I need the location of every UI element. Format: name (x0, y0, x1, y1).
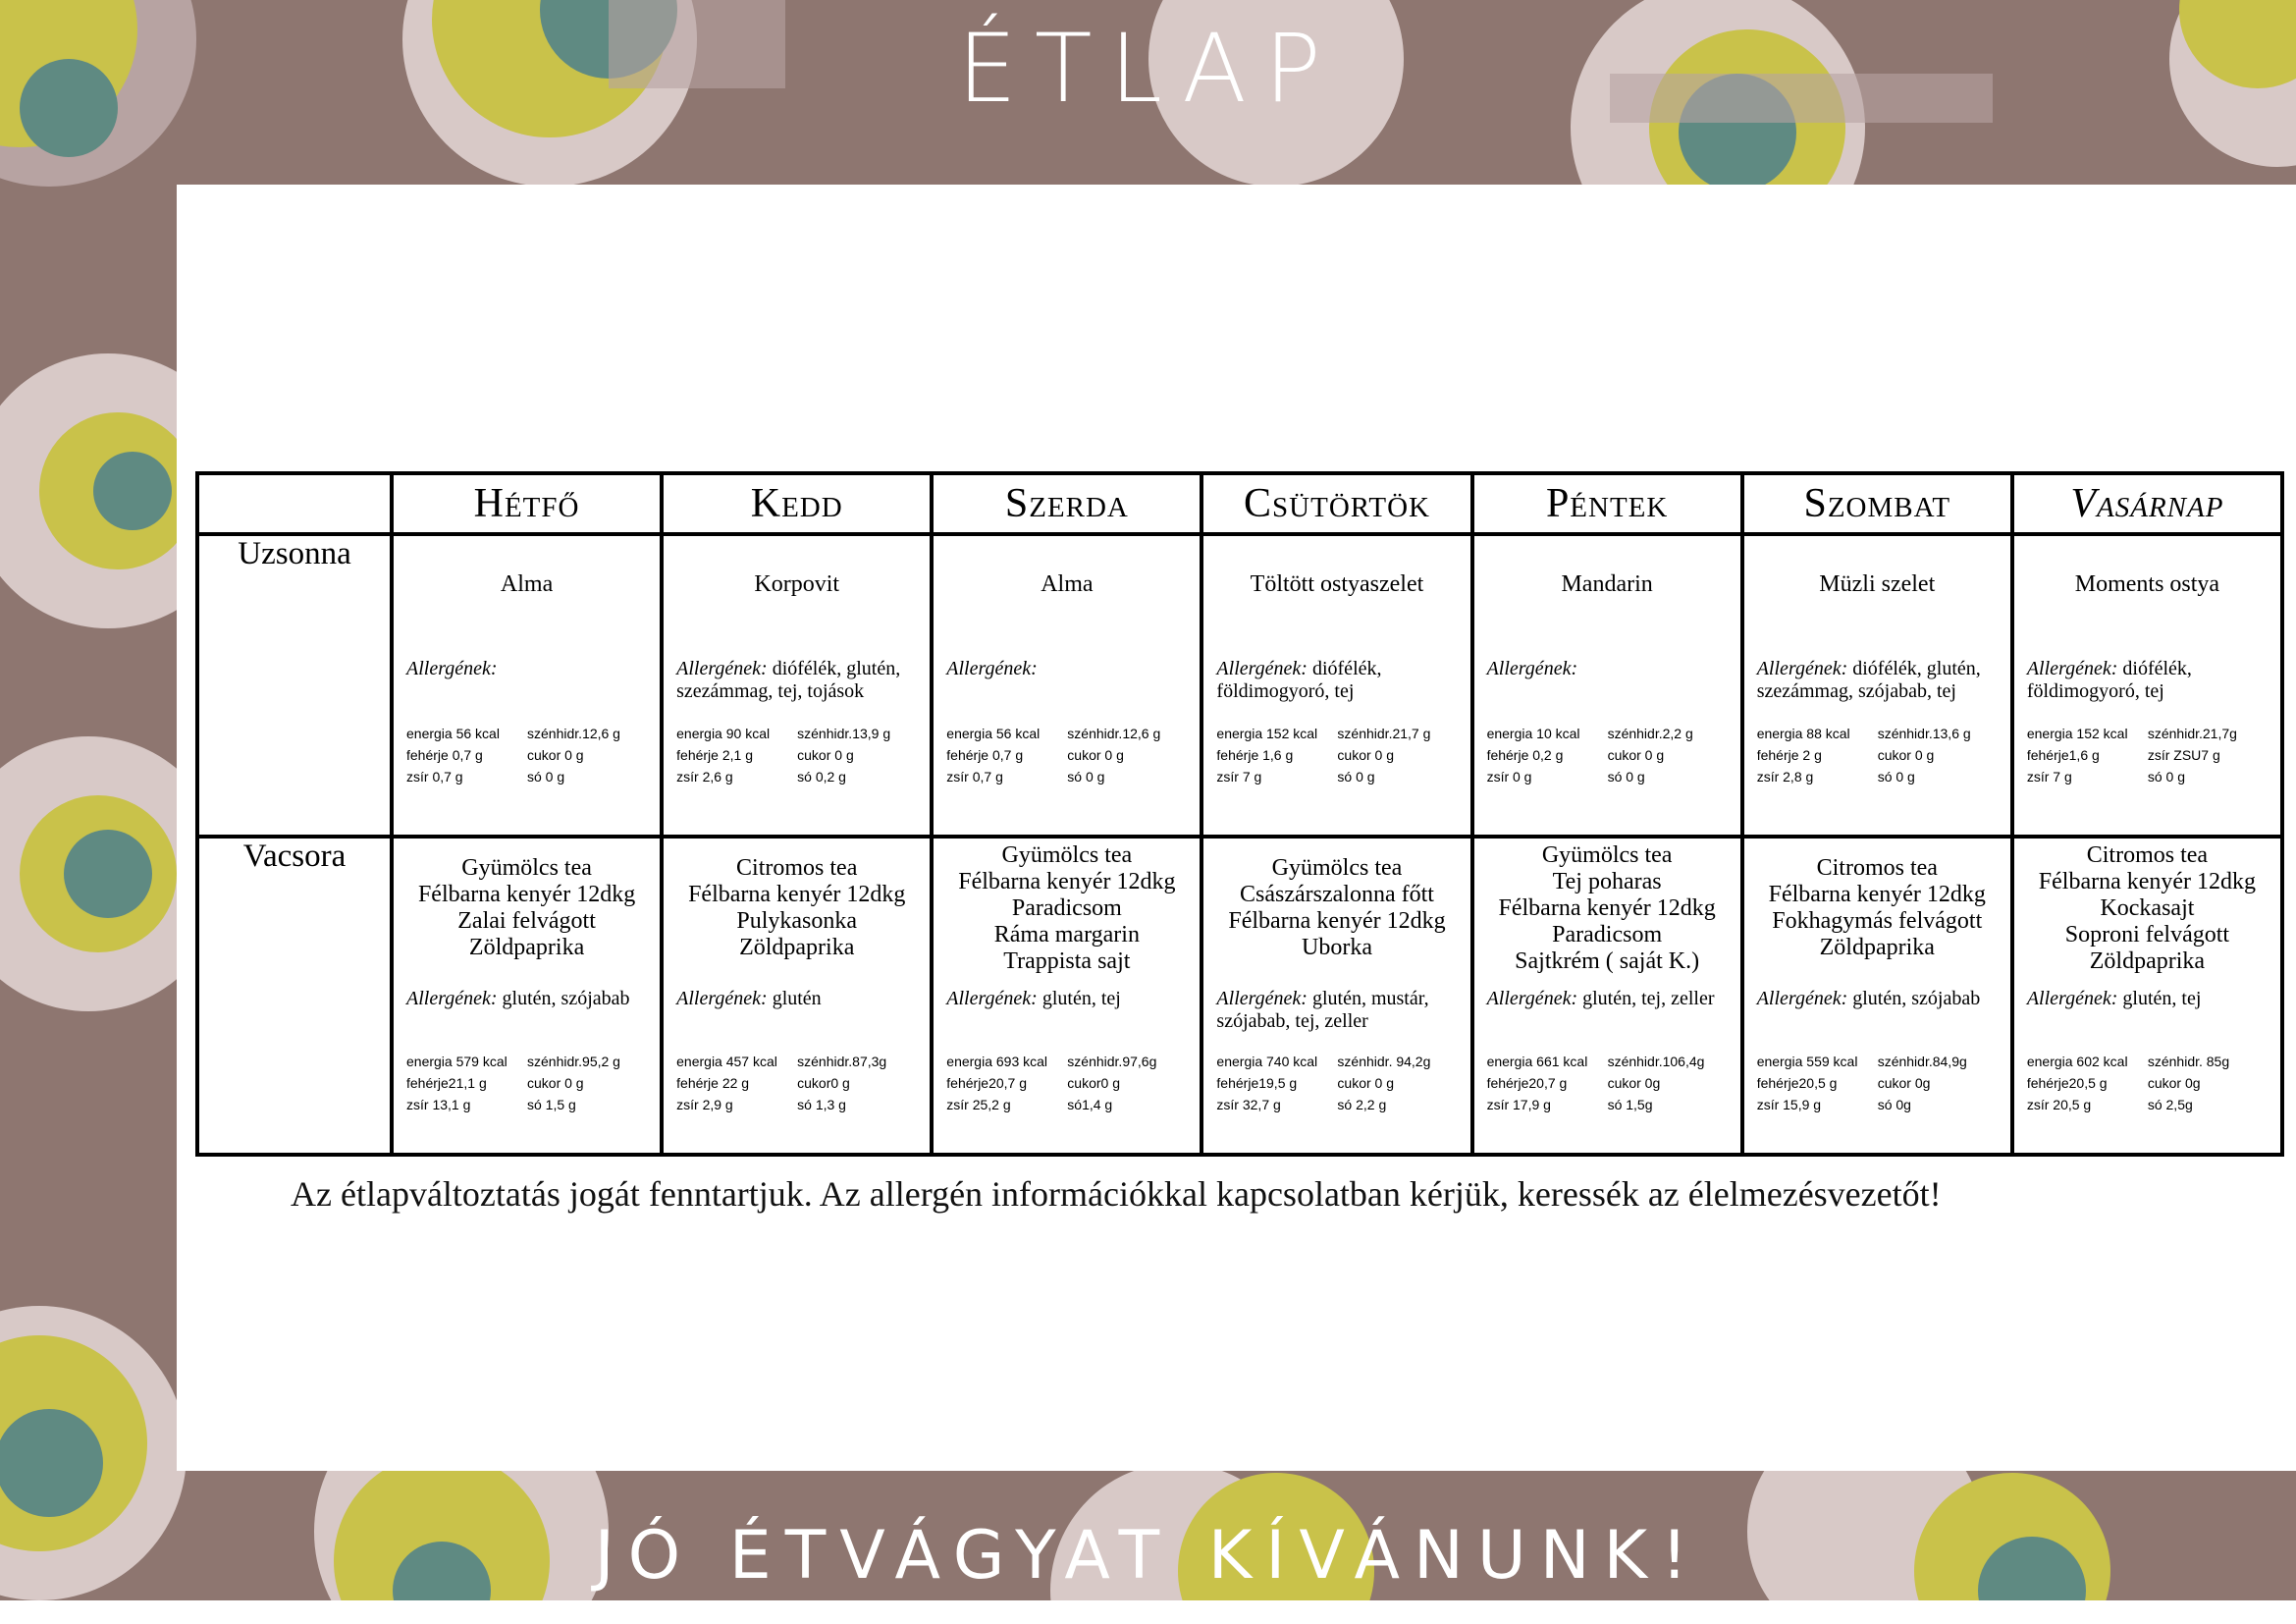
menu-cell (662, 837, 932, 1155)
nutrition-row (1216, 766, 1469, 787)
nutrition-value: energia 56 kcal (406, 726, 500, 741)
nutrition-row (1216, 1051, 1469, 1072)
allergen-info (394, 988, 660, 1043)
nutrition-row (946, 1072, 1200, 1094)
nutrition-value: szénhidr.84,9g (1877, 1054, 1967, 1069)
food-item: Félbarna kenyér 12dkg (1768, 882, 1986, 907)
allergen-label: Allergének: (1216, 658, 1308, 679)
nutrition-row (676, 1094, 930, 1115)
allergen-info (1203, 658, 1469, 715)
nutrition-value: fehérje20,7 g (1486, 1075, 1568, 1091)
nutrition-row (2027, 1094, 2280, 1115)
food-item: Gyümölcs tea (461, 855, 592, 881)
nutrition-row (676, 1072, 930, 1094)
menu-cell (2012, 534, 2282, 837)
nutrition-value: só 1,5 g (527, 1097, 576, 1112)
food-item: Gyümölcs tea (1271, 855, 1403, 881)
food-item: Töltött ostyaszelet (1250, 571, 1424, 597)
nutrition-row (406, 1094, 660, 1115)
nutrition-value: zsír 25,2 g (946, 1097, 1011, 1112)
allergen-label: Allergének: (406, 988, 498, 1009)
nutrition-value: energia 152 kcal (1216, 726, 1318, 741)
food-item: Mandarin (1561, 571, 1653, 597)
nutrition-value: só 2,5g (2147, 1097, 2193, 1112)
menu-cell (662, 534, 932, 837)
nutrition-value: fehérje1,6 g (2026, 747, 2100, 763)
nutrition-value: cukor 0 g (1607, 747, 1665, 763)
allergen-info (934, 988, 1200, 1043)
nutrition-value: cukor 0 g (527, 747, 584, 763)
nutrition-row (676, 1051, 930, 1072)
food-item: Zalai felvágott (457, 908, 596, 934)
nutrition-value: zsír 13,1 g (406, 1097, 471, 1112)
nutrition-value: cukor0 g (1067, 1075, 1120, 1091)
food-item: Gyümölcs tea (1001, 842, 1133, 868)
nutrition-row (676, 744, 930, 766)
nutrition-value: só 0 g (1337, 769, 1375, 785)
allergen-list: diófélék, glutén, szezámmag, tej, tojások (676, 658, 901, 702)
food-item: Soproni felvágott (2064, 922, 2230, 947)
nutrition-row (1487, 1051, 1740, 1072)
nutrition-value: szénhidr.21,7g (2147, 726, 2237, 741)
nutrition-value: fehérje19,5 g (1216, 1075, 1298, 1091)
nutrition-value: szénhidr. 85g (2147, 1054, 2230, 1069)
allergen-label: Allergének: (1756, 988, 1848, 1009)
food-item: Félbarna kenyér 12dkg (1228, 908, 1446, 934)
allergen-list: glutén, szójabab (1847, 988, 1981, 1009)
nutrition-row (1487, 723, 1740, 744)
nutrition-value: zsír 20,5 g (2026, 1097, 2092, 1112)
food-list (934, 839, 1200, 988)
nutrition-value: szénhidr.13,9 g (797, 726, 891, 741)
nutrition-value: szénhidr.13,6 g (1877, 726, 1971, 741)
nutrition-facts (2014, 1043, 2280, 1115)
food-item: Paradicsom (1552, 922, 1663, 947)
nutrition-value: szénhidr.12,6 g (527, 726, 620, 741)
nutrition-value: cukor 0 g (527, 1075, 584, 1091)
menu-table (195, 471, 2284, 1157)
day-header: Szombat (1742, 473, 2012, 534)
nutrition-facts (664, 1043, 930, 1115)
nutrition-value: szénhidr.95,2 g (527, 1054, 620, 1069)
nutrition-row (1216, 723, 1469, 744)
nutrition-value: fehérje20,7 g (946, 1075, 1028, 1091)
nutrition-facts (394, 1043, 660, 1115)
footer-title: JÓ ÉTVÁGYAT KÍVÁNUNK! (594, 1517, 1702, 1595)
day-header: Szerda (932, 473, 1201, 534)
nutrition-value: fehérje20,5 g (2026, 1075, 2108, 1091)
allergen-label: Allergének: (406, 658, 498, 679)
nutrition-value: energia 10 kcal (1486, 726, 1580, 741)
food-item: Zöldpaprika (468, 935, 585, 960)
food-list (1203, 839, 1469, 988)
nutrition-row (406, 1051, 660, 1072)
nutrition-value: zsír 0 g (1486, 769, 1532, 785)
nutrition-value: energia 559 kcal (1756, 1054, 1858, 1069)
allergen-label: Allergének: (1486, 988, 1578, 1009)
nutrition-facts (1744, 715, 2010, 787)
allergen-info (1744, 988, 2010, 1043)
food-item: Félbarna kenyér 12dkg (688, 882, 906, 907)
menu-cell (1742, 837, 2012, 1155)
nutrition-value: zsír 2,6 g (676, 769, 733, 785)
nutrition-value: fehérje 0,2 g (1486, 747, 1564, 763)
menu-cell (392, 837, 662, 1155)
nutrition-facts (1203, 1043, 1469, 1115)
nutrition-value: cukor 0 g (1337, 1075, 1395, 1091)
food-item: Gyümölcs tea (1541, 842, 1673, 868)
allergen-label: Allergének: (676, 988, 768, 1009)
nutrition-row (1487, 1072, 1740, 1094)
food-list (934, 536, 1200, 658)
nutrition-row (676, 723, 930, 744)
nutrition-row (1757, 766, 2010, 787)
nutrition-row (2027, 1072, 2280, 1094)
food-list (2014, 536, 2280, 658)
menu-cell (1742, 534, 2012, 837)
food-list (1474, 536, 1740, 658)
nutrition-facts (934, 715, 1200, 787)
nutrition-row (1487, 1094, 1740, 1115)
menu-cell (2012, 837, 2282, 1155)
menu-cell (1201, 837, 1471, 1155)
nutrition-value: cukor 0 g (1337, 747, 1395, 763)
allergen-info (1744, 658, 2010, 715)
allergen-info (664, 988, 930, 1043)
nutrition-value: fehérje 22 g (676, 1075, 750, 1091)
food-item: Alma (1041, 571, 1094, 597)
nutrition-value: só 1,3 g (797, 1097, 846, 1112)
food-list (2014, 839, 2280, 988)
nutrition-value: szénhidr.87,3g (797, 1054, 887, 1069)
food-item: Ráma margarin (993, 922, 1140, 947)
food-item: Uborka (1302, 935, 1372, 960)
row-label: Uzsonna (197, 534, 392, 837)
menu-cell (1201, 534, 1471, 837)
food-item: Trappista sajt (1003, 948, 1131, 974)
corner-cell (197, 473, 392, 534)
page-title: ÉTLAP (957, 14, 1339, 124)
food-item: Tej poharas (1552, 869, 1662, 894)
food-item: Zöldpaprika (1819, 935, 1935, 960)
food-item: Félbarna kenyér 12dkg (2038, 869, 2257, 894)
day-header: Vasárnap (2012, 473, 2282, 534)
nutrition-row (676, 766, 930, 787)
food-item: Korpovit (754, 571, 840, 597)
nutrition-value: szénhidr.12,6 g (1067, 726, 1161, 741)
nutrition-row (2027, 1051, 2280, 1072)
food-list (1744, 839, 2010, 988)
nutrition-value: szénhidr.21,7 g (1337, 726, 1431, 741)
food-item: Citromos tea (2086, 842, 2209, 868)
nutrition-facts (1474, 1043, 1740, 1115)
allergen-info (2014, 988, 2280, 1043)
day-header-row (197, 473, 2282, 534)
nutrition-value: szénhidr.2,2 g (1607, 726, 1693, 741)
nutrition-row (1487, 744, 1740, 766)
day-header: Kedd (662, 473, 932, 534)
allergen-info (394, 658, 660, 715)
nutrition-facts (664, 715, 930, 787)
allergen-list: glutén (767, 988, 822, 1009)
nutrition-value: zsír 7 g (2026, 769, 2072, 785)
nutrition-facts (1203, 715, 1469, 787)
nutrition-row (1757, 1072, 2010, 1094)
nutrition-facts (394, 715, 660, 787)
food-item: Pulykasonka (736, 908, 858, 934)
allergen-label: Allergének: (946, 988, 1038, 1009)
nutrition-value: energia 579 kcal (406, 1054, 507, 1069)
food-item: Alma (500, 571, 554, 597)
nutrition-value: zsír 0,7 g (406, 769, 463, 785)
allergen-list: diófélék, földimogyoró, tej (1216, 658, 1382, 702)
nutrition-value: szénhidr.106,4g (1607, 1054, 1705, 1069)
food-item: Paradicsom (1011, 895, 1122, 921)
nutrition-value: só 0 g (1067, 769, 1105, 785)
nutrition-facts (2014, 715, 2280, 787)
food-item: Kockasajt (2100, 895, 2195, 921)
nutrition-row (946, 1094, 1200, 1115)
nutrition-value: cukor0 g (797, 1075, 850, 1091)
disclaimer-note: Az étlapváltoztatás jogát fenntartjuk. Az allergén információkkal kapcsolatban kérjük, keressék az élelmezésvezetőt! (291, 1174, 1942, 1214)
allergen-list: diófélék, földimogyoró, tej (2026, 658, 2192, 702)
allergen-label: Allergének: (946, 658, 1038, 679)
allergen-info (1474, 988, 1740, 1043)
nutrition-row (406, 723, 660, 744)
food-item: Zöldpaprika (2089, 948, 2206, 974)
nutrition-value: energia 88 kcal (1756, 726, 1850, 741)
nutrition-value: zsír 17,9 g (1486, 1097, 1551, 1112)
allergen-info (2014, 658, 2280, 715)
nutrition-facts (934, 1043, 1200, 1115)
food-item: Zöldpaprika (739, 935, 855, 960)
nutrition-row (1216, 744, 1469, 766)
nutrition-value: só 0 g (1877, 769, 1915, 785)
food-item: Sajtkrém ( saját K.) (1515, 948, 1700, 974)
nutrition-row (1757, 1094, 2010, 1115)
nutrition-value: zsír 15,9 g (1756, 1097, 1822, 1112)
menu-cell (1472, 534, 1742, 837)
nutrition-value: só 0g (1877, 1097, 1911, 1112)
menu-cell (392, 534, 662, 837)
nutrition-value: só 1,5g (1607, 1097, 1653, 1112)
nutrition-value: energia 152 kcal (2026, 726, 2128, 741)
nutrition-value: só 0 g (2147, 769, 2185, 785)
nutrition-value: energia 56 kcal (946, 726, 1041, 741)
row-label: Vacsora (197, 837, 392, 1155)
nutrition-row (2027, 766, 2280, 787)
nutrition-value: só 0,2 g (797, 769, 846, 785)
nutrition-value: fehérje 0,7 g (946, 747, 1024, 763)
nutrition-row (946, 766, 1200, 787)
vacsora-row (197, 837, 2282, 1155)
nutrition-value: szénhidr.97,6g (1067, 1054, 1157, 1069)
nutrition-value: só1,4 g (1067, 1097, 1113, 1112)
nutrition-value: energia 740 kcal (1216, 1054, 1318, 1069)
nutrition-value: zsír 0,7 g (946, 769, 1003, 785)
day-header: Csütörtök (1201, 473, 1471, 534)
nutrition-row (946, 1051, 1200, 1072)
food-list (664, 839, 930, 988)
nutrition-value: szénhidr. 94,2g (1337, 1054, 1431, 1069)
allergen-label: Allergének: (2026, 658, 2118, 679)
food-item: Müzli szelet (1819, 571, 1936, 597)
allergen-label: Allergének: (676, 658, 768, 679)
allergen-list: glutén, szójabab (497, 988, 630, 1009)
food-item: Fokhagymás felvágott (1772, 908, 1983, 934)
nutrition-row (1487, 766, 1740, 787)
nutrition-value: energia 602 kcal (2026, 1054, 2128, 1069)
allergen-list: glutén, tej (1037, 988, 1121, 1009)
uzsonna-row (197, 534, 2282, 837)
allergen-info (1474, 658, 1740, 715)
nutrition-value: zsír 2,8 g (1756, 769, 1814, 785)
nutrition-value: energia 90 kcal (676, 726, 771, 741)
nutrition-row (1757, 744, 2010, 766)
food-list (664, 536, 930, 658)
menu-cell (932, 837, 1201, 1155)
food-item: Császárszalonna főtt (1240, 882, 1434, 907)
food-list (394, 536, 660, 658)
food-item: Citromos tea (736, 855, 858, 881)
nutrition-row (406, 744, 660, 766)
food-item: Moments ostya (2074, 571, 2220, 597)
food-item: Félbarna kenyér 12dkg (1498, 895, 1716, 921)
day-header: Péntek (1472, 473, 1742, 534)
allergen-info (664, 658, 930, 715)
allergen-label: Allergének: (1216, 988, 1308, 1009)
nutrition-value: zsír ZSU7 g (2147, 747, 2220, 763)
nutrition-row (1216, 1094, 1469, 1115)
menu-cell (1472, 837, 1742, 1155)
allergen-label: Allergének: (2026, 988, 2118, 1009)
nutrition-value: fehérje 2,1 g (676, 747, 753, 763)
allergen-label: Allergének: (1486, 658, 1578, 679)
nutrition-row (1757, 723, 2010, 744)
allergen-label: Allergének: (1756, 658, 1848, 679)
nutrition-value: fehérje20,5 g (1756, 1075, 1838, 1091)
nutrition-value: só 0 g (1607, 769, 1645, 785)
nutrition-value: cukor 0 g (1067, 747, 1124, 763)
nutrition-value: cukor 0 g (1877, 747, 1935, 763)
allergen-info (1203, 988, 1469, 1043)
allergen-info (934, 658, 1200, 715)
nutrition-row (406, 1072, 660, 1094)
nutrition-row (1216, 1072, 1469, 1094)
nutrition-value: energia 457 kcal (676, 1054, 777, 1069)
nutrition-value: fehérje 2 g (1756, 747, 1822, 763)
food-list (394, 839, 660, 988)
food-item: Citromos tea (1816, 855, 1938, 881)
nutrition-value: zsír 7 g (1216, 769, 1262, 785)
nutrition-value: energia 661 kcal (1486, 1054, 1588, 1069)
nutrition-value: cukor 0 g (797, 747, 854, 763)
nutrition-facts (1744, 1043, 2010, 1115)
day-header: Hétfő (392, 473, 662, 534)
food-list (1744, 536, 2010, 658)
nutrition-value: zsír 32,7 g (1216, 1097, 1281, 1112)
nutrition-value: cukor 0g (1607, 1075, 1661, 1091)
nutrition-value: fehérje 1,6 g (1216, 747, 1294, 763)
nutrition-row (946, 744, 1200, 766)
nutrition-row (406, 766, 660, 787)
menu-cell (932, 534, 1201, 837)
nutrition-value: fehérje21,1 g (406, 1075, 487, 1091)
food-item: Félbarna kenyér 12dkg (958, 869, 1176, 894)
allergen-list: diófélék, glutén, szezámmag, szójabab, tej (1756, 658, 1981, 702)
nutrition-value: só 2,2 g (1337, 1097, 1387, 1112)
allergen-list: glutén, tej (2117, 988, 2202, 1009)
allergen-list: glutén, mustár, szójabab, tej, zeller (1216, 988, 1429, 1032)
nutrition-value: energia 693 kcal (946, 1054, 1048, 1069)
food-item: Félbarna kenyér 12dkg (417, 882, 636, 907)
allergen-list: glutén, tej, zeller (1577, 988, 1715, 1009)
nutrition-value: fehérje 0,7 g (406, 747, 483, 763)
nutrition-value: zsír 2,9 g (676, 1097, 733, 1112)
nutrition-row (1757, 1051, 2010, 1072)
food-list (1203, 536, 1469, 658)
nutrition-row (2027, 744, 2280, 766)
food-list (1474, 839, 1740, 988)
nutrition-facts (1474, 715, 1740, 787)
nutrition-row (946, 723, 1200, 744)
nutrition-value: cukor 0g (1877, 1075, 1931, 1091)
nutrition-value: cukor 0g (2147, 1075, 2201, 1091)
nutrition-value: só 0 g (527, 769, 565, 785)
nutrition-row (2027, 723, 2280, 744)
